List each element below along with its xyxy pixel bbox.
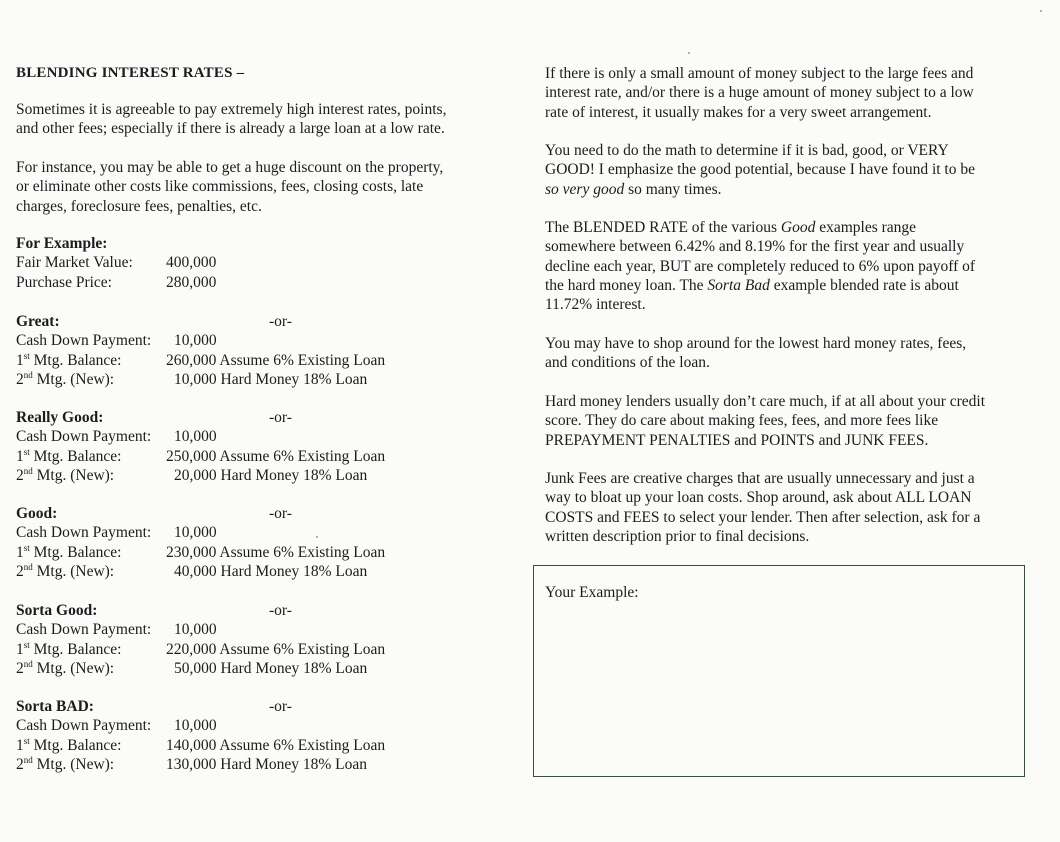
scenario-block xyxy=(16,697,506,774)
text-line: You need to do the math to determine if it is bad, good, or VERY xyxy=(545,142,949,159)
emphasis-text: Sorta Bad xyxy=(707,276,770,294)
right-paragraph-4 xyxy=(545,334,1035,373)
your-example-box[interactable] xyxy=(533,565,1025,777)
scenario-heading: Good: xyxy=(16,505,58,522)
right-paragraph-6 xyxy=(545,469,1035,546)
example-heading: For Example: xyxy=(16,235,108,252)
first-mtg-label: 1st Mtg. Balance: xyxy=(16,446,122,465)
second-mtg-label: 2nd Mtg. (New): xyxy=(16,561,115,580)
first-mtg-label: 1st Mtg. Balance: xyxy=(16,350,122,369)
text-line: decline each year, BUT are completely reduced to 6% upon payoff of xyxy=(545,257,976,275)
text-line: the hard money loan. The Sorta Bad example blended rate is about xyxy=(545,276,959,294)
left-column xyxy=(16,64,506,773)
cash-down-label: Cash Down Payment: xyxy=(16,717,152,735)
scan-speck xyxy=(316,536,318,538)
first-mtg-label: 1st Mtg. Balance: xyxy=(16,542,122,561)
scenario-block xyxy=(16,408,506,485)
text-line: The BLENDED RATE of the various Good examples range xyxy=(545,219,917,236)
intro-paragraph-1 xyxy=(16,100,506,139)
intro-line: Sometimes it is agreeable to pay extremely high interest rates, points, xyxy=(16,101,447,118)
text-line: Hard money lenders usually don’t care much, if at all about your credit xyxy=(545,393,986,410)
scan-speck xyxy=(1040,10,1042,12)
text-line: 11.72% interest. xyxy=(545,296,646,314)
text-line: COSTS and FEES to select your lender. Then after selection, ask for a xyxy=(545,508,981,526)
first-mtg-label: 1st Mtg. Balance: xyxy=(16,639,122,658)
emphasis-text: Good xyxy=(780,219,816,236)
or-separator: -or- xyxy=(269,505,292,522)
scenario-block xyxy=(16,312,506,389)
right-column xyxy=(545,64,1035,545)
price-value: 280,000 xyxy=(166,273,217,291)
or-separator: -or- xyxy=(269,313,292,330)
second-mtg-label: 2nd Mtg. (New): xyxy=(16,658,115,677)
text-line: Junk Fees are creative charges that are usually unnecessary and just a xyxy=(545,470,975,487)
text-line: You may have to shop around for the lowest hard money rates, fees, xyxy=(545,335,967,352)
second-mtg-label: 2nd Mtg. (New): xyxy=(16,754,115,773)
text-line: and conditions of the loan. xyxy=(545,354,710,372)
cash-down-label: Cash Down Payment: xyxy=(16,524,152,542)
second-mtg-value: 20,000 Hard Money 18% Loan xyxy=(174,466,368,484)
intro-line: and other fees; especially if there is already a large loan at a low rate. xyxy=(16,120,445,138)
document-title: BLENDING INTEREST RATES – xyxy=(16,65,245,81)
right-paragraph-3 xyxy=(545,218,1035,314)
example-block xyxy=(16,234,506,292)
cash-down-value: 10,000 xyxy=(174,621,217,639)
text-line: GOOD! I emphasize the good potential, because I have found it to be xyxy=(545,161,975,179)
second-mtg-label: 2nd Mtg. (New): xyxy=(16,369,115,388)
text-line: score. They do care about making fees, fees, and more fees like xyxy=(545,412,939,430)
fmv-label: Fair Market Value: xyxy=(16,254,133,272)
second-mtg-label: 2nd Mtg. (New): xyxy=(16,465,115,484)
or-separator: -or- xyxy=(269,698,292,715)
fmv-value: 400,000 xyxy=(166,254,217,272)
second-mtg-value: 40,000 Hard Money 18% Loan xyxy=(174,562,368,580)
scenario-heading: Great: xyxy=(16,313,60,330)
text-line: If there is only a small amount of money subject to the large fees and xyxy=(545,65,974,82)
second-mtg-value: 50,000 Hard Money 18% Loan xyxy=(174,659,368,677)
your-example-label: Your Example: xyxy=(545,584,639,601)
right-paragraph-2 xyxy=(545,141,1035,199)
cash-down-value: 10,000 xyxy=(174,524,217,542)
cash-down-label: Cash Down Payment: xyxy=(16,428,152,446)
first-mtg-value: 220,000 Assume 6% Existing Loan xyxy=(166,640,386,658)
first-mtg-value: 140,000 Assume 6% Existing Loan xyxy=(166,736,386,754)
second-mtg-value: 130,000 Hard Money 18% Loan xyxy=(166,755,368,773)
text-line: somewhere between 6.42% and 8.19% for the first year and usually xyxy=(545,238,965,256)
intro-paragraph-2 xyxy=(16,158,506,216)
cash-down-value: 10,000 xyxy=(174,717,217,735)
scenario-heading: Sorta Good: xyxy=(16,602,98,619)
intro-line: For instance, you may be able to get a huge discount on the property, xyxy=(16,159,444,176)
or-separator: -or- xyxy=(269,409,292,426)
text-line: so very good so many times. xyxy=(545,180,722,198)
first-mtg-value: 230,000 Assume 6% Existing Loan xyxy=(166,543,386,561)
scan-speck xyxy=(688,52,690,54)
scenario-heading: Really Good: xyxy=(16,409,104,426)
intro-line: charges, foreclosure fees, penalties, etc. xyxy=(16,197,262,215)
cash-down-value: 10,000 xyxy=(174,332,217,350)
text-line: way to bloat up your loan costs. Shop around, ask about ALL LOAN xyxy=(545,489,972,507)
text-line: interest rate, and/or there is a huge amount of money subject to a low xyxy=(545,84,974,102)
right-paragraph-5 xyxy=(545,392,1035,450)
first-mtg-label: 1st Mtg. Balance: xyxy=(16,735,122,754)
second-mtg-value: 10,000 Hard Money 18% Loan xyxy=(174,370,368,388)
cash-down-label: Cash Down Payment: xyxy=(16,621,152,639)
or-separator: -or- xyxy=(269,602,292,619)
right-paragraph-1 xyxy=(545,64,1035,122)
text-line: rate of interest, it usually makes for a very sweet arrangement. xyxy=(545,103,932,121)
text-line: PREPAYMENT PENALTIES and POINTS and JUNK FEES. xyxy=(545,431,929,449)
price-label: Purchase Price: xyxy=(16,273,112,291)
cash-down-value: 10,000 xyxy=(174,428,217,446)
intro-line: or eliminate other costs like commissions, fees, closing costs, late xyxy=(16,178,424,196)
first-mtg-value: 260,000 Assume 6% Existing Loan xyxy=(166,351,386,369)
scenario-block xyxy=(16,601,506,678)
emphasis-text: so very good xyxy=(545,180,625,198)
text-line: written description prior to final decisions. xyxy=(545,527,810,545)
first-mtg-value: 250,000 Assume 6% Existing Loan xyxy=(166,447,386,465)
scenario-block xyxy=(16,504,506,581)
scenario-heading: Sorta BAD: xyxy=(16,698,94,715)
cash-down-label: Cash Down Payment: xyxy=(16,332,152,350)
